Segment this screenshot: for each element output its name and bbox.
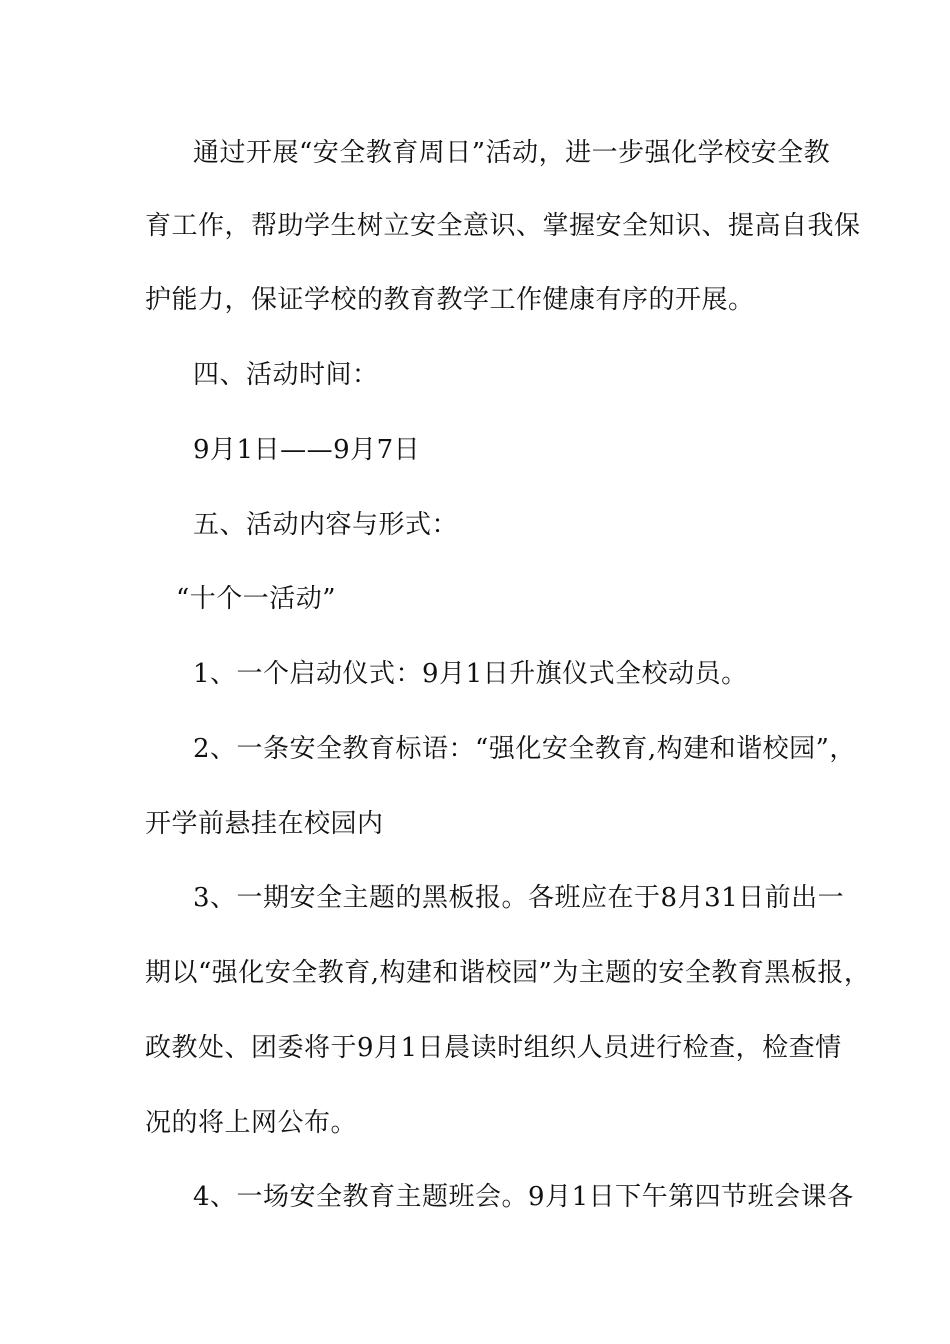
item-2-text-continued: 开学前悬挂在校园内 <box>145 809 384 839</box>
paragraph-line-1: 通过开展“安全教育周日”活动，进一步强化学校安全教 <box>193 138 831 168</box>
section-heading-activity-time: 四、活动时间： <box>193 360 379 390</box>
item-3-text-continued-1: 期以“强化安全教育,构建和谐校园”为主题的安全教育黑板报， <box>145 958 871 988</box>
section-heading-content-form: 五、活动内容与形式： <box>193 510 459 540</box>
item-4-text: 4、一场安全教育主题班会。9月1日下午第四节班会课各 <box>193 1182 854 1212</box>
item-3-text-continued-3: 况的将上网公布。 <box>145 1108 358 1138</box>
paragraph-line-2: 育工作，帮助学生树立安全意识、掌握安全知识、提高自我保 <box>145 211 861 241</box>
activity-name: “十个一活动” <box>176 584 337 614</box>
item-3-text: 3、一期安全主题的黑板报。各班应在于8月31日前出一 <box>193 883 845 913</box>
item-1-text: 1、一个启动仪式：9月1日升旗仪式全校动员。 <box>193 659 748 689</box>
item-2-text: 2、一条安全教育标语：“强化安全教育,构建和谐校园”， <box>193 734 856 764</box>
item-3-text-continued-2: 政教处、团委将于9月1日晨读时组织人员进行检查，检查情 <box>145 1033 842 1063</box>
activity-date-range: 9月1日——9月7日 <box>193 435 421 465</box>
paragraph-line-3: 护能力，保证学校的教育教学工作健康有序的开展。 <box>145 285 755 315</box>
